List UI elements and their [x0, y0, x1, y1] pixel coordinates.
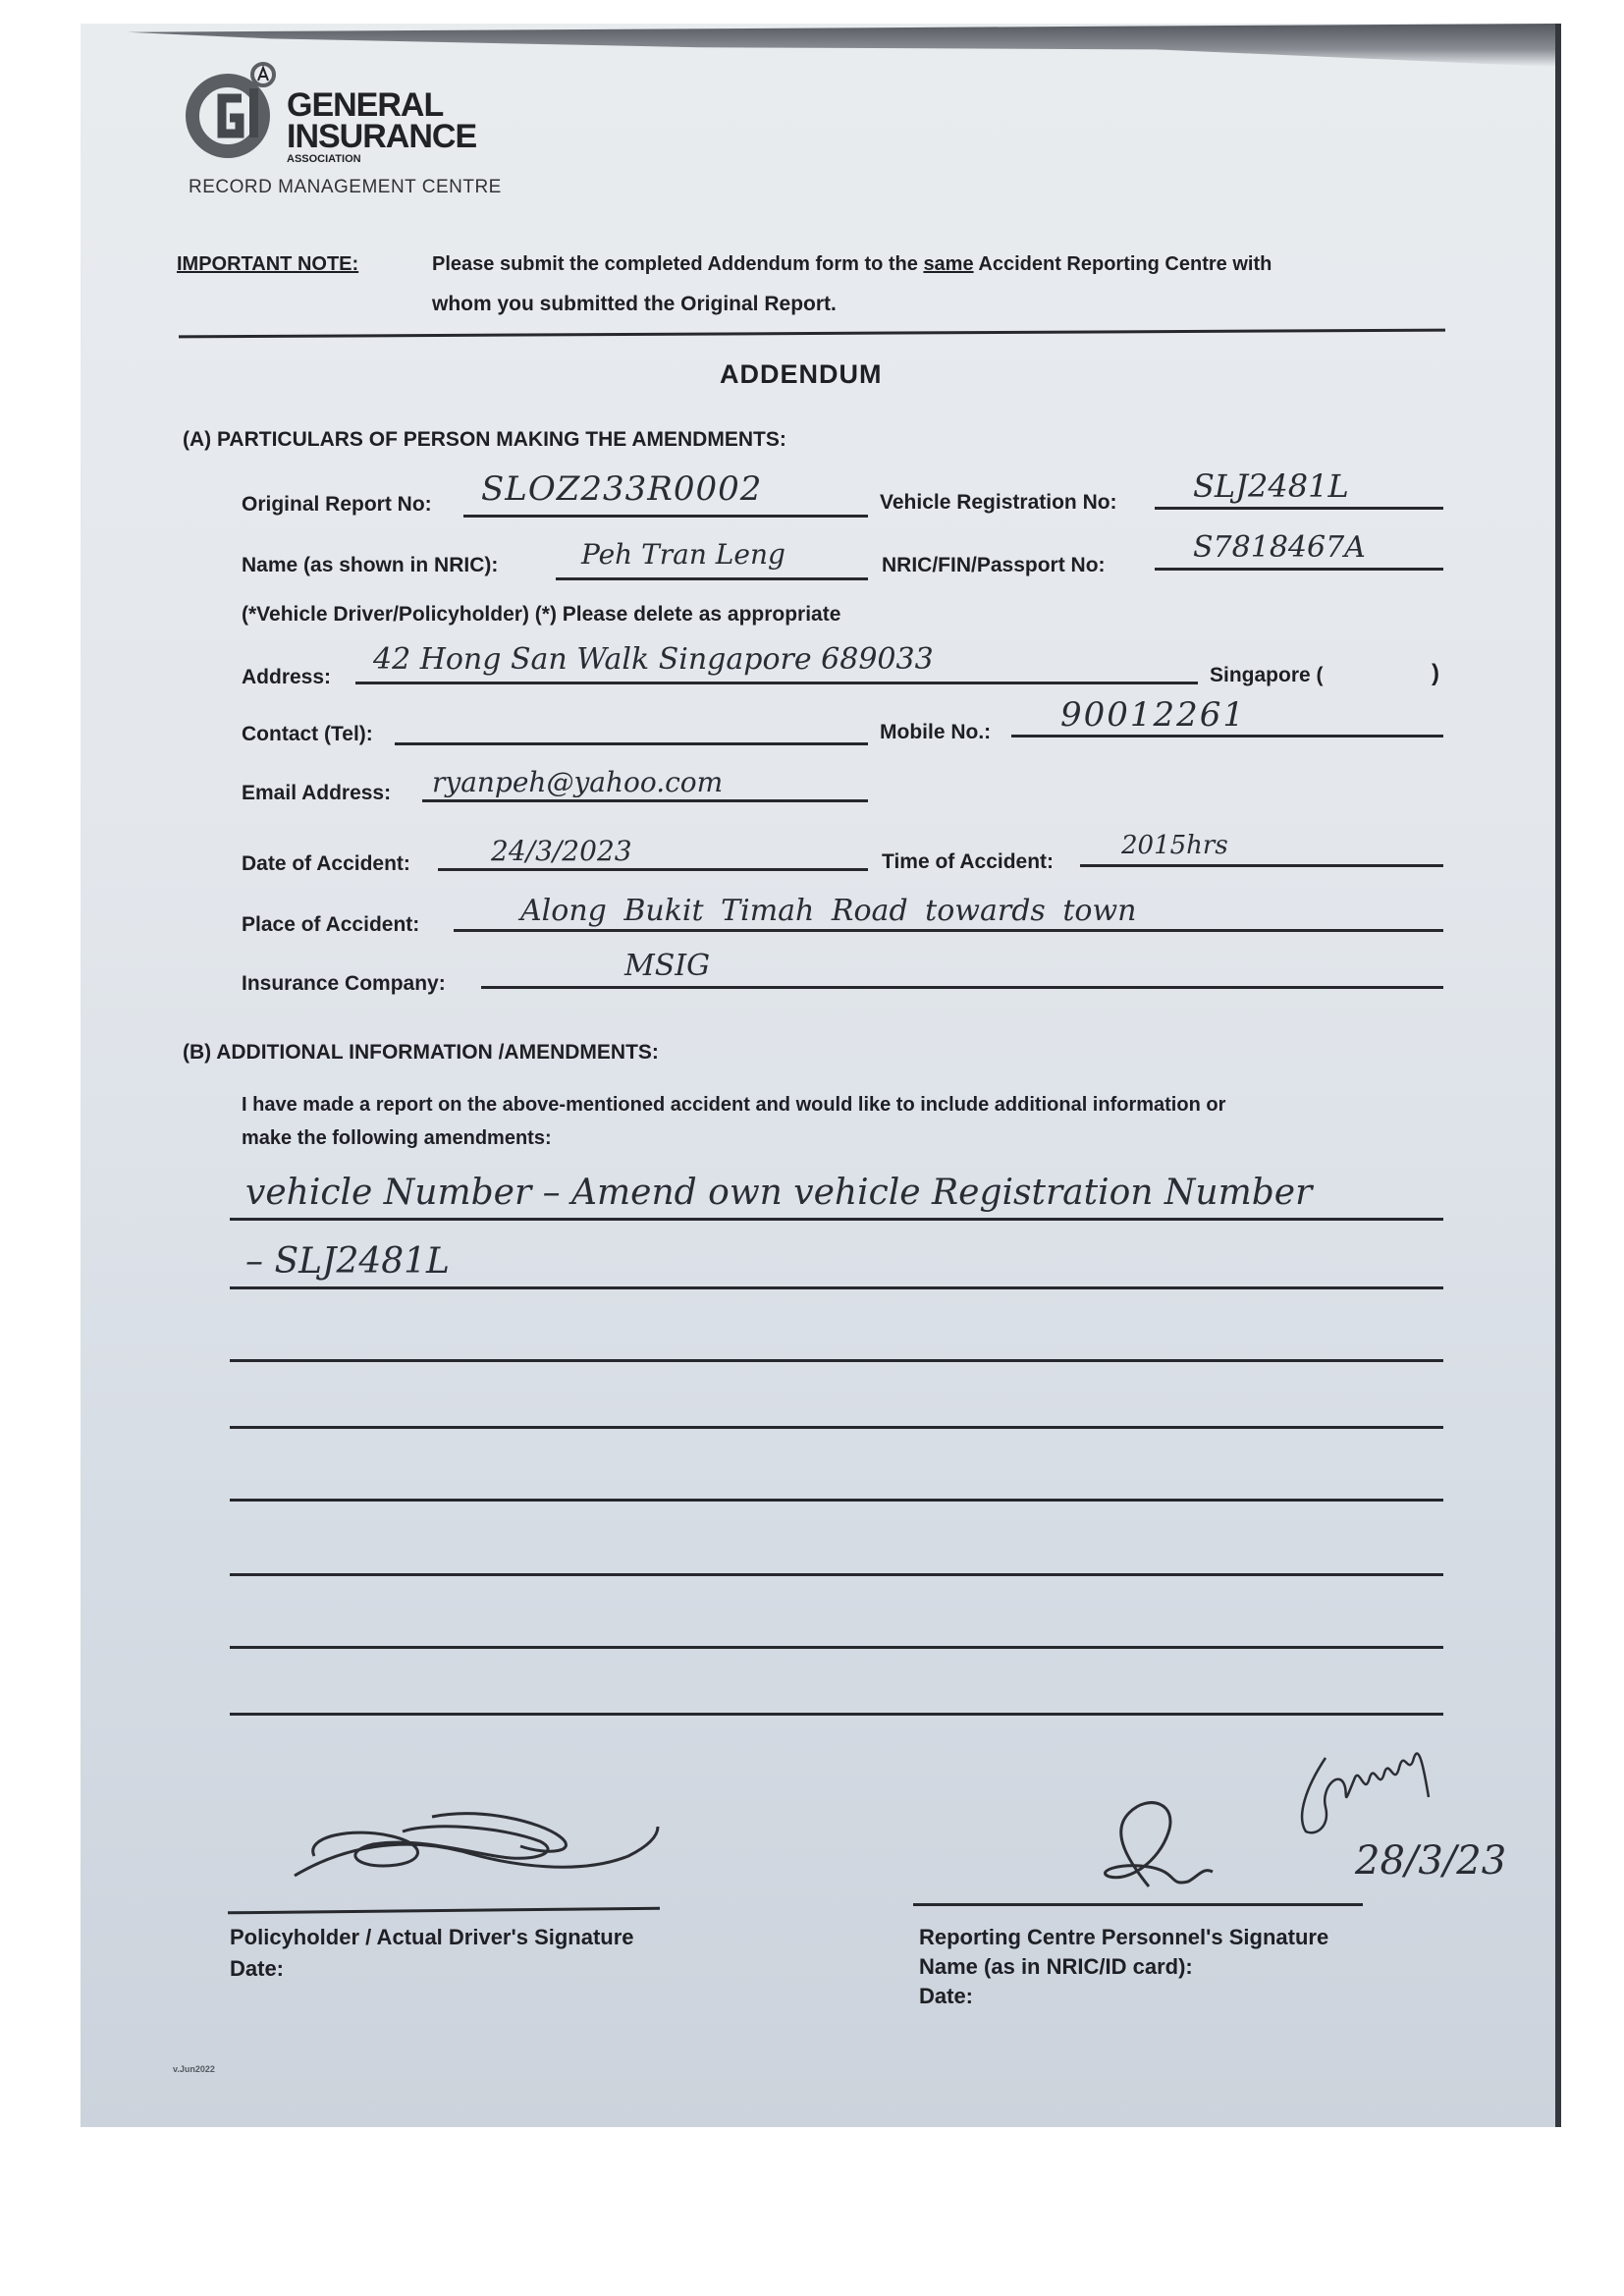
original-report-no-label: Original Report No: [242, 493, 432, 516]
personnel-name-label: Name (as in NRIC/ID card): [919, 1954, 1193, 1979]
mobile-no-label: Mobile No.: [880, 721, 992, 743]
note-heading: IMPORTANT NOTE: [177, 253, 359, 275]
personnel-initials [1286, 1738, 1483, 1836]
address-suffix: Singapore ( [1210, 664, 1324, 686]
personnel-signature-label: Reporting Centre Personnel's Signature [919, 1925, 1329, 1949]
place-of-accident-value[interactable]: Along Bukit Timah Road towards town [520, 894, 1137, 928]
address-value[interactable]: 42 Hong San Walk Singapore 689033 [373, 642, 934, 677]
amendment-line[interactable] [230, 1713, 1443, 1716]
logo-subtitle: RECORD MANAGEMENT CENTRE [189, 177, 502, 197]
logo-line2: INSURANCE [287, 118, 477, 155]
original-report-no-value[interactable]: SLOZ233R0002 [481, 469, 763, 509]
mobile-no-line [1011, 735, 1443, 738]
note-text-line2: whom you submitted the Original Report. [432, 293, 837, 315]
date-of-accident-label: Date of Accident: [242, 852, 410, 875]
place-of-accident-line [454, 929, 1443, 932]
address-line [355, 682, 1198, 684]
amendment-text[interactable]: – SLJ2481L [245, 1241, 450, 1282]
amendment-line[interactable] [230, 1286, 1443, 1289]
footer-code: v.Jun2022 [173, 2064, 215, 2074]
personnel-signature [1090, 1793, 1247, 1901]
policyholder-signature [285, 1797, 677, 1905]
section-b-intro-line2: make the following amendments: [242, 1127, 552, 1149]
name-value[interactable]: Peh Tran Leng [581, 538, 785, 571]
amendment-line[interactable] [230, 1499, 1443, 1502]
personnel-date-label: Date: [919, 1984, 974, 2008]
time-of-accident-line [1080, 864, 1443, 867]
role-note: (*Vehicle Driver/Policyholder) (*) Please delete as appropriate [242, 603, 841, 626]
form-title: ADDENDUM [720, 359, 883, 389]
nric-label: NRIC/FIN/Passport No: [882, 554, 1106, 576]
logo-line1: GENERAL [287, 86, 444, 124]
note-text-before: Please submit the completed Addendum form to the [432, 253, 924, 275]
address-label: Address: [242, 666, 332, 688]
vehicle-registration-no-value[interactable]: SLJ2481L [1193, 467, 1349, 505]
email-value[interactable]: ryanpeh@yahoo.com [432, 766, 724, 798]
amendment-line[interactable] [230, 1218, 1443, 1221]
section-a-heading: (A) PARTICULARS OF PERSON MAKING THE AMENDMENTS: [183, 428, 786, 451]
insurance-company-line [481, 986, 1443, 989]
note-emphasis: same [923, 253, 974, 275]
section-b-intro-line1: I have made a report on the above-mentioned accident and would like to include additional information or [242, 1094, 1226, 1116]
section-b-heading: (B) ADDITIONAL INFORMATION /AMENDMENTS: [183, 1041, 659, 1064]
vehicle-registration-no-line [1155, 507, 1443, 510]
policyholder-date-label: Date: [230, 1956, 285, 1981]
logo-line3: ASSOCIATION [287, 153, 361, 165]
date-of-accident-value[interactable]: 24/3/2023 [491, 835, 632, 867]
amendment-line[interactable] [230, 1426, 1443, 1429]
place-of-accident-label: Place of Accident: [242, 913, 420, 936]
time-of-accident-label: Time of Accident: [882, 850, 1055, 873]
mobile-no-value[interactable]: 90012261 [1060, 695, 1247, 735]
contact-tel-label: Contact (Tel): [242, 723, 373, 745]
insurance-company-value[interactable]: MSIG [624, 949, 711, 983]
logo-mark [183, 59, 285, 167]
nric-value[interactable]: S7818467A [1193, 530, 1366, 565]
vehicle-registration-no-label: Vehicle Registration No: [880, 491, 1117, 514]
nric-line [1155, 568, 1443, 571]
time-of-accident-value[interactable]: 2015hrs [1121, 831, 1228, 860]
personnel-signature-line [913, 1903, 1363, 1906]
note-text-after: Accident Reporting Centre with [973, 253, 1272, 275]
personnel-handwritten-date: 28/3/23 [1355, 1838, 1507, 1884]
amendment-text[interactable]: vehicle Number – Amend own vehicle Registration Number [245, 1173, 1313, 1213]
amendment-line[interactable] [230, 1573, 1443, 1576]
name-line [556, 577, 868, 580]
address-suffix-close: ) [1432, 660, 1439, 686]
note-text-line1 [432, 253, 1272, 276]
policyholder-signature-label: Policyholder / Actual Driver's Signature [230, 1925, 634, 1949]
name-label: Name (as shown in NRIC): [242, 554, 499, 576]
amendment-line[interactable] [230, 1359, 1443, 1362]
date-of-accident-line [438, 868, 868, 871]
insurance-company-label: Insurance Company: [242, 972, 446, 995]
email-line [422, 799, 868, 802]
contact-tel-line[interactable] [395, 742, 868, 745]
amendment-line[interactable] [230, 1646, 1443, 1649]
email-label: Email Address: [242, 782, 392, 804]
original-report-no-line [463, 515, 868, 518]
